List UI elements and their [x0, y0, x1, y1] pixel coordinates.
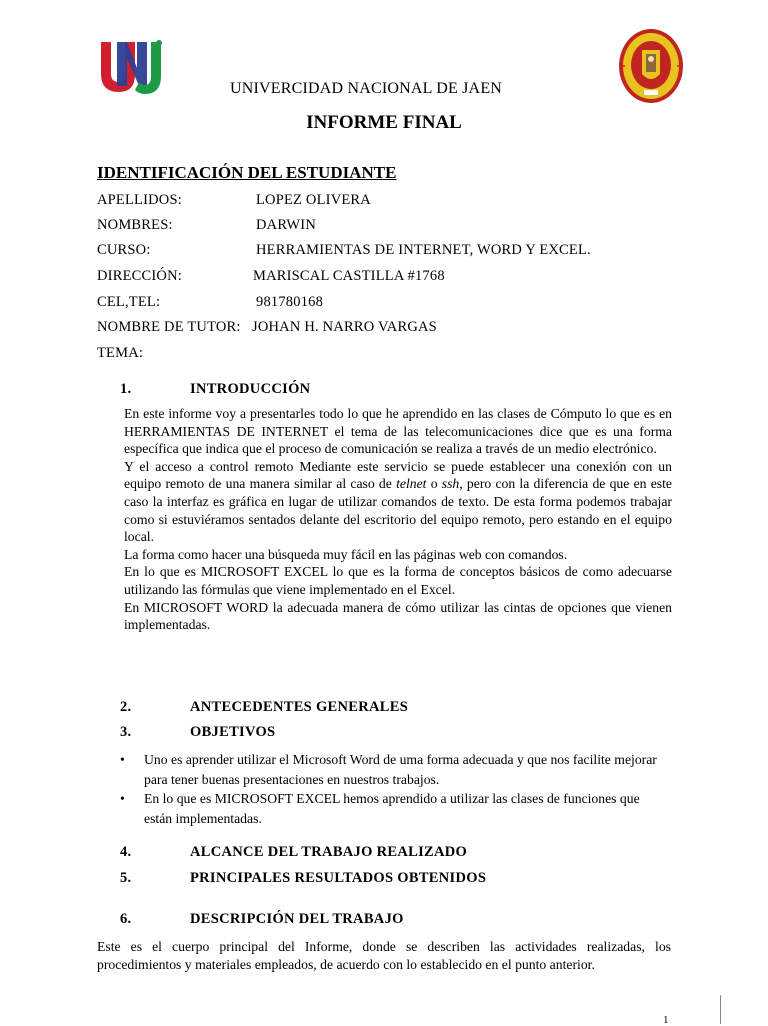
- bullet-icon: •: [120, 752, 125, 767]
- field-value-celtel: 981780168: [256, 294, 324, 310]
- section-title-alcance: ALCANCE DEL TRABAJO REALIZADO: [190, 844, 468, 860]
- intro-paragraph-1: En este informe voy a presentarles todo lo que he aprendido en las clases de Cómputo lo que es en HERRAMIENTAS DE INTERNET el tema de las telecomunicaciones dice que es una forma específica que indica que el proceso de comunicación se realiza a través de un medio electrónico.: [124, 406, 672, 457]
- intro-paragraph-2: Y el acceso a control remoto Mediante este servicio se puede establecer una conexión con un equipo remoto de una manera similar al caso de telnet o ssh, pero con la diferencia de que en este caso la interfaz es gráfica en lugar de utilizar comandos de texto. De esta forma podemos trabajar como si estuviéramos sentados delante del escritorio del equipo remoto, pero estando en el equipo local.: [124, 458, 672, 545]
- section-number-4: 4.: [120, 844, 132, 860]
- section-number-1: 1.: [120, 381, 132, 397]
- intro-paragraph-5: En MICROSOFT WORD la adecuada manera de cómo utilizar las cintas de opciones que vienen implementadas.: [124, 599, 672, 633]
- objective-text: Uno es aprender utilizar el Microsoft Word de uma forma adecuada y que nos facilite mejorar para tener buenas presentaciones en nuestros trabajos.: [144, 752, 657, 787]
- section-title-objetivos: OBJETIVOS: [190, 724, 276, 740]
- section-title-antecedentes: ANTECEDENTES GENERALES: [190, 699, 409, 715]
- section-title-introduccion: INTRODUCCIÓN: [190, 381, 311, 397]
- field-value-nombres: DARWIN: [256, 217, 317, 233]
- field-value-curso: HERRAMIENTAS DE INTERNET, WORD Y EXCEL.: [256, 242, 591, 258]
- field-label-apellidos: APELLIDOS:: [97, 192, 182, 208]
- identification-heading: IDENTIFICACIÓN DEL ESTUDIANTE: [97, 163, 397, 182]
- field-value-apellidos: LOPEZ OLIVERA: [256, 192, 371, 208]
- field-value-direccion: MARISCAL CASTILLA #1768: [253, 268, 445, 284]
- page-number: 1: [663, 1014, 669, 1026]
- section-number-2: 2.: [120, 699, 132, 715]
- intro-text: [124, 405, 672, 634]
- university-name: UNIVERCIDAD NACIONAL DE JAEN: [229, 80, 503, 97]
- intro-paragraph-4: En lo que es MICROSOFT EXCEL lo que es la forma de conceptos básicos de como adecuarse utilizando las fórmulas que viene implementado en el Excel.: [124, 564, 672, 597]
- bullet-icon: •: [120, 791, 125, 806]
- intro-paragraph-3: La forma como hacer una búsqueda muy fácil en las páginas web con comandos.: [124, 546, 568, 562]
- ssh-term: ssh: [441, 476, 460, 492]
- description-text: Este es el cuerpo principal del Informe, donde se describen las actividades realizadas, los procedimientos y materiales empleados, de acuerdo con lo establecido en el punto anterior.: [97, 939, 671, 972]
- field-label-direccion: DIRECCIÓN:: [97, 268, 182, 284]
- report-title: INFORME FINAL: [306, 112, 462, 133]
- section-title-descripcion: DESCRIPCIÓN DEL TRABAJO: [190, 911, 404, 927]
- field-label-tema: TEMA:: [97, 345, 144, 361]
- field-label-curso: CURSO:: [97, 242, 151, 258]
- telnet-term: telnet: [396, 476, 427, 492]
- section-number-6: 6.: [120, 911, 132, 927]
- objective-text: En lo que es MICROSOFT EXCEL hemos aprendido a utilizar las clases de funciones que están implementadas.: [144, 791, 640, 826]
- section-number-3: 3.: [120, 724, 132, 740]
- section-number-5: 5.: [120, 870, 132, 886]
- field-label-celtel: CEL,TEL:: [97, 294, 161, 310]
- field-value-tutor: JOHAN H. NARRO VARGAS: [252, 319, 437, 335]
- section-title-resultados: PRINCIPALES RESULTADOS OBTENIDOS: [190, 870, 487, 886]
- field-label-nombres: NOMBRES:: [97, 217, 173, 233]
- field-label-tutor: NOMBRE DE TUTOR:: [97, 319, 241, 335]
- margin-line: [720, 995, 721, 1024]
